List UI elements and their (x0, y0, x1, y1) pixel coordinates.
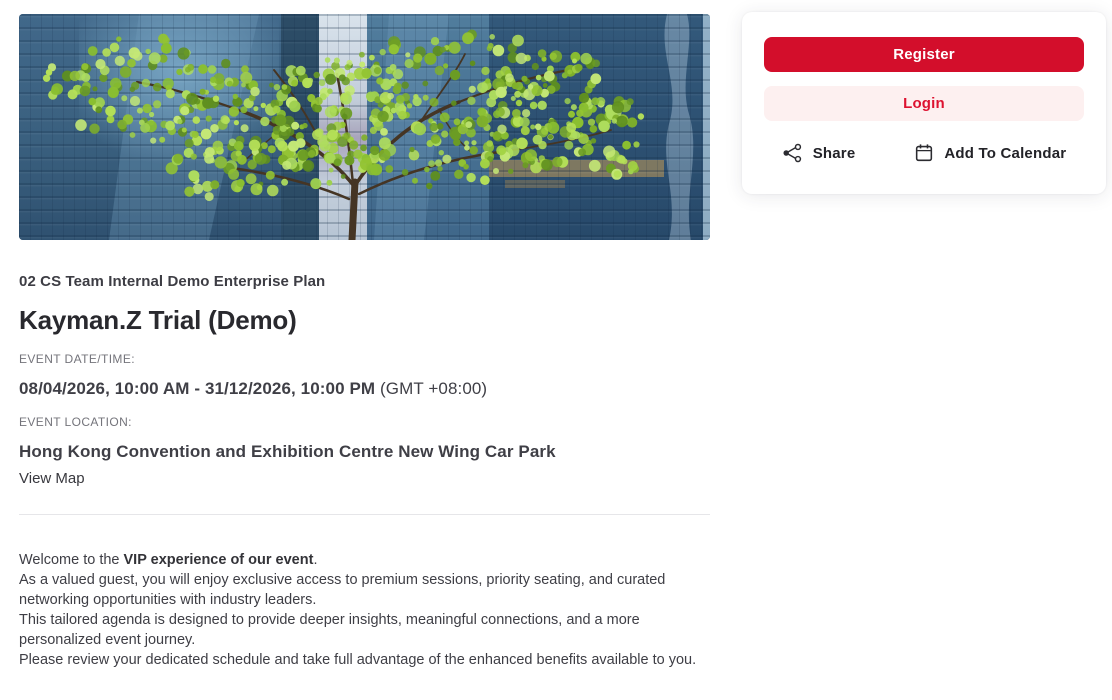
registration-card (742, 12, 1106, 194)
share-label: Share (812, 144, 856, 162)
section-divider (19, 514, 710, 515)
event-location-label: EVENT LOCATION: (19, 415, 132, 429)
hero-image (19, 14, 710, 240)
event-main-column (19, 14, 710, 670)
description-paragraph: Please review your dedicated schedule and take full advantage of the enhanced benefits available to you. (19, 652, 697, 668)
description-intro-bold: VIP experience of our event (123, 552, 314, 568)
add-to-calendar-label: Add To Calendar (944, 144, 1067, 162)
event-title: Kayman.Z Trial (Demo) (19, 305, 297, 335)
event-datetime-range: 08/04/2026, 10:00 AM - 31/12/2026, 10:00 PM (19, 379, 376, 398)
event-datetime-value (19, 379, 710, 399)
description-paragraph: This tailored agenda is designed to provide deeper insights, meaningful connections, and a more personalized event journey. (19, 612, 640, 648)
description-intro-line: Welcome to the VIP experience of our event. (19, 552, 318, 568)
card-actions-row (764, 142, 1084, 164)
login-button[interactable]: Login (764, 86, 1084, 121)
event-location-value: Hong Kong Convention and Exhibition Centre New Wing Car Park (19, 442, 556, 461)
register-button[interactable]: Register (764, 37, 1084, 72)
event-plan-name: 02 CS Team Internal Demo Enterprise Plan (19, 273, 326, 290)
event-description (19, 550, 710, 670)
add-to-calendar-button[interactable] (913, 142, 1066, 164)
share-nodes-icon (782, 142, 804, 164)
calendar-icon (913, 142, 935, 164)
event-datetime-label: EVENT DATE/TIME: (19, 352, 135, 366)
view-map-link[interactable]: View Map (19, 470, 85, 487)
event-timezone: (GMT +08:00) (375, 379, 488, 398)
description-paragraph: As a valued guest, you will enjoy exclusive access to premium sessions, priority seating, and curated networking opportunities with industry leaders. (19, 572, 666, 608)
share-button[interactable] (782, 142, 856, 164)
